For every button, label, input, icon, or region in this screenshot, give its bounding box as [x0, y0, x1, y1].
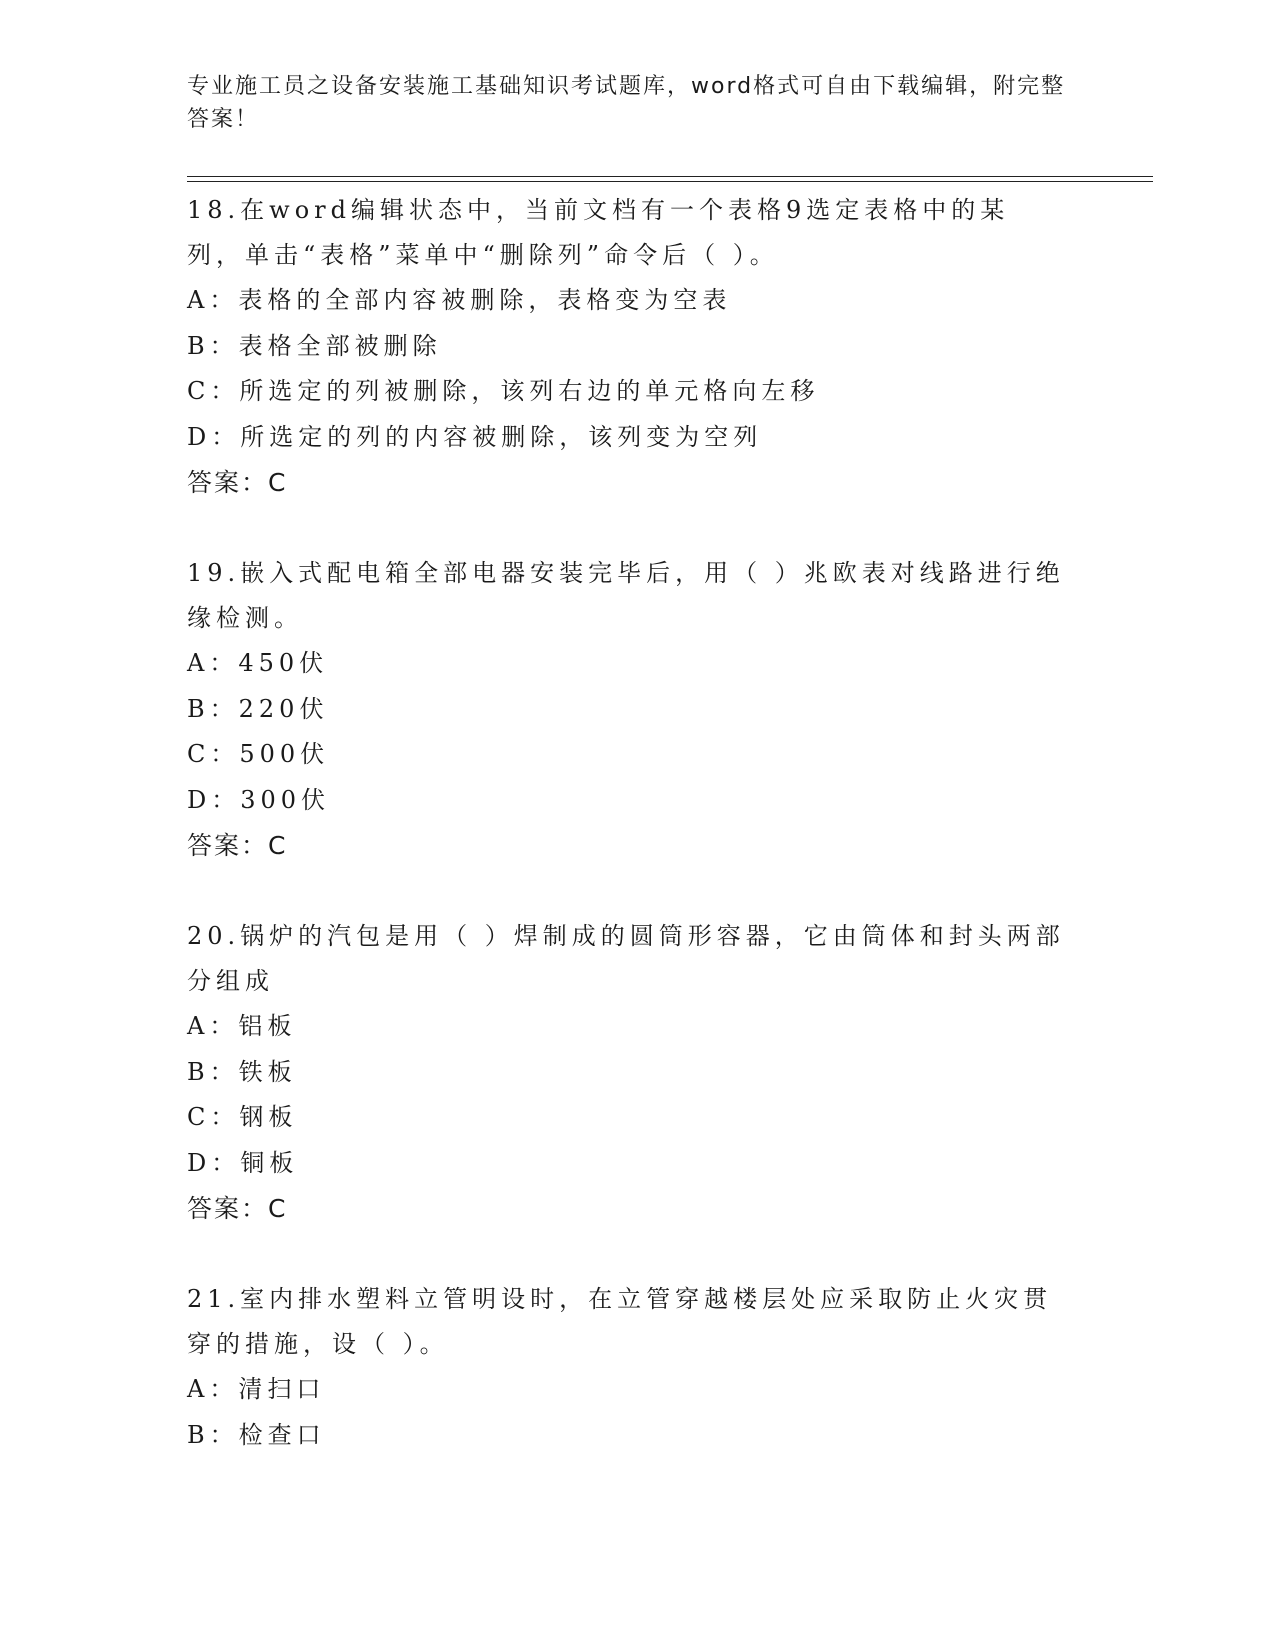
- option-b: B：检查口: [187, 1420, 326, 1449]
- option-a: A：铝板: [187, 1012, 297, 1040]
- answer: 答案：C: [187, 468, 288, 497]
- question-21: [187, 1277, 1087, 1458]
- answer: 答案：C: [187, 1194, 288, 1223]
- question-text: 19.嵌入式配电箱全部电器安装完毕后，用（ ）兆欧表对线路进行绝缘检测。: [187, 559, 1065, 632]
- option-d: D：所选定的列的内容被删除，该列变为空列: [187, 422, 763, 451]
- option-b: B：220伏: [187, 694, 329, 723]
- option-a: A：表格的全部内容被删除，表格变为空表: [187, 286, 732, 314]
- header-divider-top: [187, 176, 1153, 177]
- option-d: D：300伏: [187, 785, 331, 814]
- question-19: [187, 551, 1087, 868]
- option-d: D：铜板: [187, 1148, 299, 1177]
- question-text: 21.室内排水塑料立管明设时，在立管穿越楼层处应采取防止火灾贯穿的措施，设（ ）。: [187, 1285, 1053, 1358]
- option-c: C：钢板: [187, 1103, 298, 1131]
- question-list: [187, 188, 1087, 1504]
- option-c: C：所选定的列被删除，该列右边的单元格向左移: [187, 377, 820, 405]
- option-a: A：450伏: [187, 649, 329, 677]
- option-c: C：500伏: [187, 740, 330, 768]
- document-header: 专业施工员之设备安装施工基础知识考试题库，word格式可自由下载编辑，附完整答案！: [187, 74, 1066, 132]
- header-divider-bottom: [187, 181, 1153, 182]
- answer: 答案：C: [187, 831, 288, 860]
- option-a: A：清扫口: [187, 1375, 326, 1403]
- question-text: 20.锅炉的汽包是用（ ）焊制成的圆筒形容器，它由筒体和封头两部分组成: [187, 922, 1065, 995]
- option-b: B：铁板: [187, 1057, 297, 1086]
- question-20: [187, 914, 1087, 1231]
- option-b: B：表格全部被删除: [187, 331, 442, 360]
- question-text: 18.在word编辑状态中，当前文档有一个表格9选定表格中的某列，单击“表格”菜单中“删除列”命令后（ ）。: [187, 196, 1010, 269]
- question-18: [187, 188, 1087, 505]
